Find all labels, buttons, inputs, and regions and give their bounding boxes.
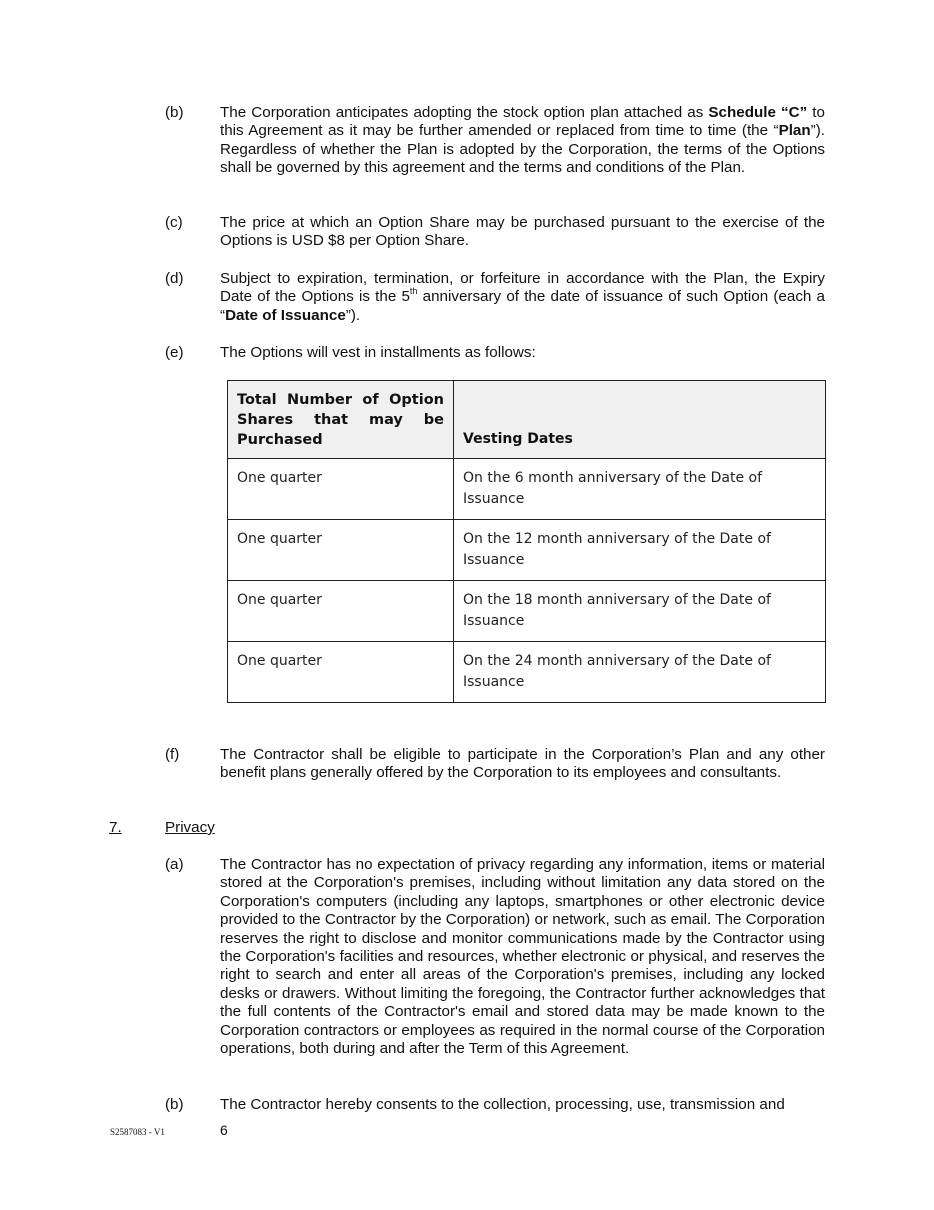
paragraph-text: The Options will vest in installments as follows: [220, 344, 536, 361]
paragraph-text: The price at which an Option Share may be purchased pursuant to the exercise of the Options is USD $8 per Option Share. [220, 214, 825, 250]
cell-vesting-date: On the 18 month anniversary of the Date of Issuance [454, 581, 826, 642]
table-row [228, 459, 826, 520]
column-header-vesting-dates: Vesting Dates [454, 381, 826, 459]
paragraph-text: Subject to expiration, termination, or forfeiture in accordance with the Plan, the Expiry Date of the Options is the 5th anniversary of the date of issuance of such Option (each a “Date of Issuance”). [220, 270, 826, 324]
paragraph-label: (b) [165, 104, 184, 121]
paragraph-text: The Contractor shall be eligible to participate in the Corporation’s Plan and any other benefit plans generally offered by the Corporation to its employees and consultants. [220, 746, 825, 782]
plan-term: Plan [778, 122, 811, 140]
table-header-row [228, 381, 826, 459]
paragraph-label: (d) [165, 270, 184, 287]
document-id: S2587083 - V1 [110, 1127, 165, 1137]
cell-shares: One quarter [228, 581, 454, 642]
cell-shares: One quarter [228, 459, 454, 520]
paragraph-6d [165, 270, 825, 325]
paragraph-7b [165, 1096, 825, 1114]
paragraph-label: (f) [165, 746, 180, 763]
paragraph-text: The Corporation anticipates adopting the stock option plan attached as Schedule “C” to this Agreement as it may be further amended or replaced from time to time (the “Plan”). Regardless of whether the Plan is adopted by the Corporation, the terms of the Options shall be governed by this agreement and the terms and conditions of the Plan. [220, 104, 825, 177]
paragraph-text: The Contractor has no expectation of privacy regarding any information, items or material stored at the Corporation's premises, including without limitation any data stored on the Corporation's computers (including any laptops, smartphones or other electronic device provided to the Contractor by the Corporation) or network, such as email. The Corporation reserves the right to disclose and monitor communications made by the Contractor using the Corporation's facilities and resources, whether electronic or physical, and reserves the right to search and enter all areas of the Corporation's premises, including any locked desks or drawers. Without limiting the foregoing, the Contractor further acknowledges that the full contents of the Contractor's email and stored data may be made known to the Corporation contractors or employees as required in the normal course of the Corporation operations, both during and after the Term of this Agreement. [220, 856, 825, 1058]
paragraph-6f [165, 746, 825, 783]
cell-shares: One quarter [228, 520, 454, 581]
cell-vesting-date: On the 6 month anniversary of the Date of Issuance [454, 459, 826, 520]
paragraph-label: (a) [165, 856, 184, 873]
paragraph-label: (c) [165, 214, 183, 231]
paragraph-7a [165, 856, 825, 1058]
section-number: 7. [109, 819, 122, 836]
column-header-total-shares: Total Number of Option Shares that may be Purchased [228, 381, 454, 459]
paragraph-6c [165, 214, 825, 251]
vesting-schedule-table [227, 380, 826, 703]
cell-vesting-date: On the 24 month anniversary of the Date of Issuance [454, 642, 826, 703]
paragraph-label: (b) [165, 1096, 184, 1113]
table-row [228, 581, 826, 642]
page-number: 6 [220, 1122, 228, 1138]
schedule-c-term: Schedule “C” [708, 104, 808, 121]
paragraph-6e [165, 344, 825, 362]
date-of-issuance-term: Date of Issuance [225, 306, 346, 324]
paragraph-6b [165, 104, 825, 178]
section-title: Privacy [165, 819, 215, 836]
table-row [228, 520, 826, 581]
paragraph-text: The Contractor hereby consents to the collection, processing, use, transmission and [220, 1096, 785, 1113]
table-row [228, 642, 826, 703]
cell-vesting-date: On the 12 month anniversary of the Date of Issuance [454, 520, 826, 581]
cell-shares: One quarter [228, 642, 454, 703]
paragraph-label: (e) [165, 344, 184, 361]
